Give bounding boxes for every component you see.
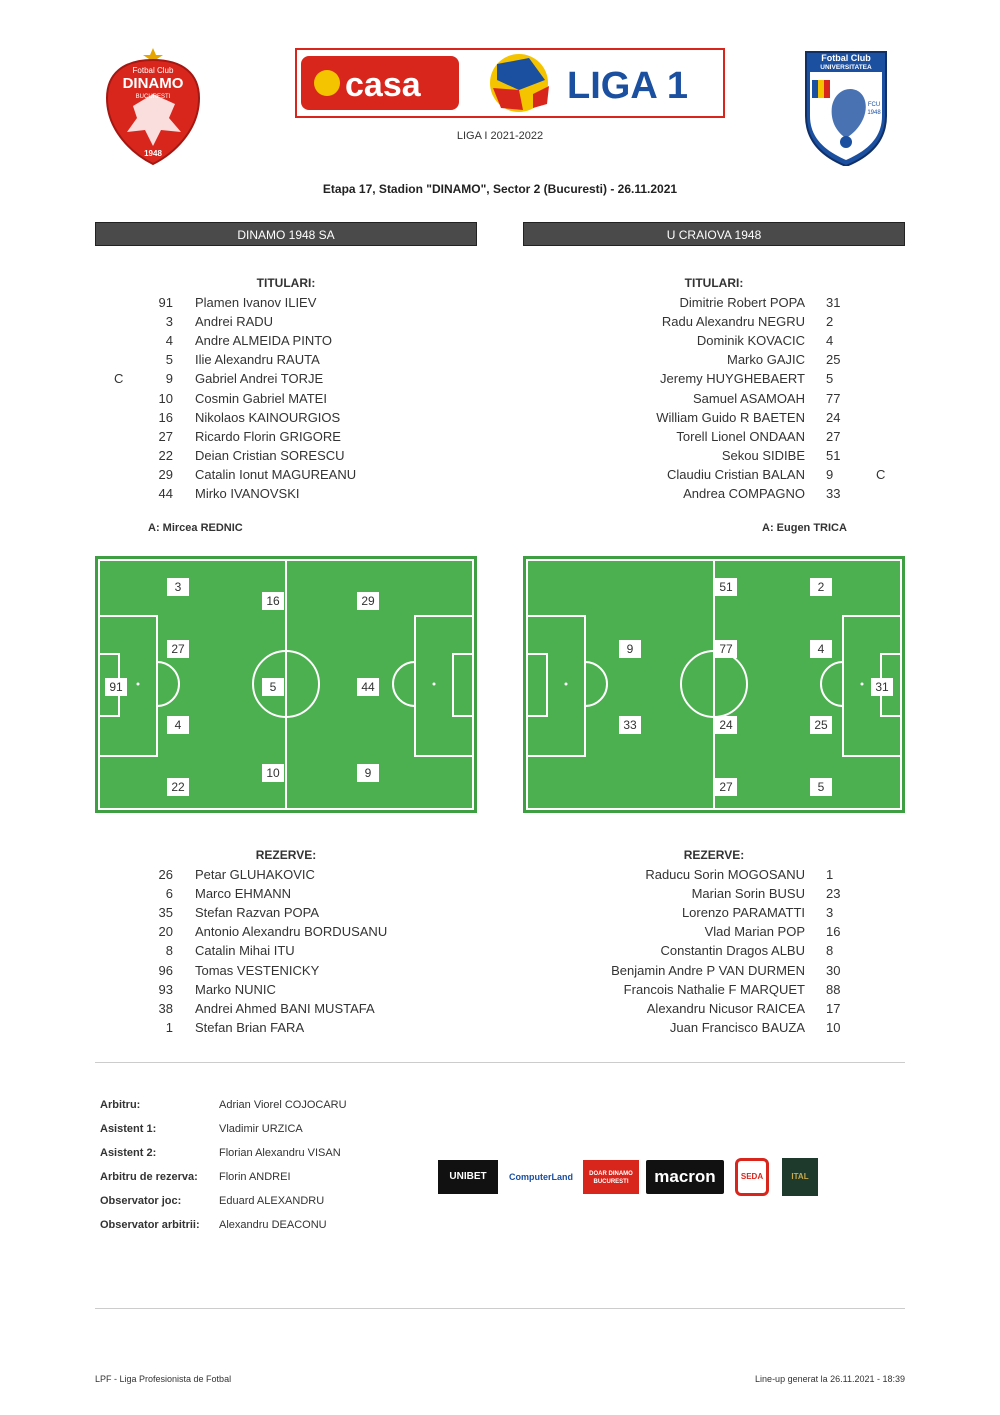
home-pitch-player: 4 [167,716,189,734]
player-number: 88 [826,981,841,997]
home-pitch-player: 22 [167,778,189,796]
divider-bottom [95,1308,905,1309]
player-number: 5 [165,352,173,368]
player-name: Gabriel Andrei TORJE [195,371,324,387]
player-number: 29 [158,466,173,482]
player-number: 26 [158,867,173,882]
home-pitch-player: 10 [262,764,284,782]
away-pitch-player: 9 [619,640,641,658]
player-name: Plamen Ivanov ILIEV [195,295,317,310]
away-subs-row [0,963,905,982]
svg-text:1948: 1948 [867,110,881,116]
player-name: Marko GAJIC [726,352,805,368]
away-starters-row [0,410,905,429]
doar-dinamo-logo: DOAR DINAMO BUCURESTI [583,1160,639,1194]
seda-logo: SEDA [735,1158,769,1196]
dinamo-crest-icon [103,46,203,166]
away-subs-row [0,982,905,1001]
svg-text:1948: 1948 [144,149,162,158]
unibet-logo: UNIBET [438,1160,498,1194]
svg-text:UNIVERSITATEA: UNIVERSITATEA [820,64,872,71]
player-name: Claudiu Cristian BALAN [666,466,805,482]
away-starters-title: TITULARI: [684,276,744,290]
official-label: Observator arbitrii: [100,1218,200,1231]
away-pitch-player: 4 [810,640,832,658]
official-name: Eduard ALEXANDRU [219,1194,325,1207]
divider-top [95,1062,905,1063]
away-subs-title: REZERVE: [683,848,745,862]
home-coach: A: Mircea REDNIC [148,522,243,534]
player-number: 1 [826,867,834,882]
player-number: 1 [165,1019,173,1035]
away-pitch-player: 27 [715,778,737,796]
official-label: Asistent 2: [100,1146,157,1159]
player-number: 9 [165,371,173,387]
player-number: 77 [826,390,841,406]
player-name: Marko NUNIC [195,981,276,997]
away-pitch-player: 24 [715,716,737,734]
player-name: Samuel ASAMOAH [693,390,805,406]
player-number: 6 [165,886,173,902]
away-coach: A: Eugen TRICA [762,522,847,534]
player-name: Marco EHMANN [195,886,292,902]
player-name: Juan Francisco BAUZA [669,1019,805,1035]
ital-logo: ITAL [782,1158,818,1196]
away-subs-row [0,905,905,924]
away-pitch-player: 51 [715,578,737,596]
svg-text:Fotbal Club: Fotbal Club [821,53,871,63]
player-number: 4 [165,333,173,349]
player-name: Alexandru Nicusor RAICEA [646,1000,805,1016]
player-name: Catalin Ionut MAGUREANU [195,466,357,482]
home-pitch-player: 9 [357,764,379,782]
player-number: 27 [158,428,173,444]
away-starters-row [0,295,905,314]
svg-text:DINAMO: DINAMO [122,75,184,92]
player-name: Andre ALMEIDA PINTO [195,333,333,349]
away-subs-row [0,886,905,905]
away-pitch-player: 33 [619,716,641,734]
official-label: Arbitru: [100,1099,141,1111]
player-number: 4 [826,333,834,349]
player-name: Cosmin Gabriel MATEI [195,390,327,406]
player-name: Torell Lionel ONDAAN [676,428,805,444]
player-number: 35 [158,905,173,921]
home-pitch-player: 27 [167,640,189,658]
player-number: 10 [826,1019,841,1035]
away-starters-row [0,371,905,390]
player-name: Constantin Dragos ALBU [660,943,805,959]
player-number: 93 [158,981,173,997]
player-number: 96 [158,962,173,978]
official-name: Alexandru DEACONU [219,1218,327,1231]
away-starters-row [0,486,905,505]
player-name: Stefan Brian FARA [195,1019,305,1035]
player-name: Benjamin Andre P VAN DURMEN [611,962,805,978]
away-pitch [523,556,905,813]
player-number: 38 [158,1000,173,1016]
macron-logo: macron [646,1160,724,1194]
svg-text:FCU: FCU [867,102,881,108]
away-subs-row [0,1001,905,1020]
home-pitch-lines [98,559,474,810]
player-number: 2 [826,314,834,330]
player-number: 9 [826,466,834,482]
player-number: 16 [158,409,173,425]
player-name: Francois Nathalie F MARQUET [623,981,805,997]
player-name: Sekou SIDIBE [721,447,805,463]
home-subs-title: REZERVE: [255,848,317,862]
official-name: Vladimir URZICA [219,1122,303,1135]
away-pitch-player: 31 [871,678,893,696]
season-label: LIGA I 2021-2022 [456,130,544,142]
computerland-logo: ComputerLand [509,1172,573,1182]
home-pitch-player: 16 [262,592,284,610]
player-name: Deian Cristian SORESCU [195,447,345,463]
player-number: 30 [826,962,841,978]
away-pitch-lines [526,559,902,810]
player-name: Andrea COMPAGNO [683,486,805,501]
home-pitch-player: 3 [167,578,189,596]
player-number: 25 [826,352,841,368]
away-starters-row [0,391,905,410]
away-starters-row [0,429,905,448]
player-number: 8 [165,943,173,959]
player-name: Lorenzo PARAMATTI [681,905,805,921]
player-number: 31 [826,295,841,310]
player-name: Nikolaos KAINOURGIOS [195,409,341,425]
official-name: Adrian Viorel COJOCARU [219,1099,347,1111]
captain-badge: C [876,466,886,482]
player-number: 33 [826,486,841,501]
away-subs-row [0,943,905,962]
player-name: William Guido R BAETEN [656,409,805,425]
away-starters-row [0,352,905,371]
player-name: Catalin Mihai ITU [195,943,295,959]
player-number: 3 [165,314,173,330]
casa-icon [314,70,340,96]
player-number: 24 [826,409,841,425]
player-name: Mirko IVANOVSKI [195,486,300,501]
player-name: Radu Alexandru NEGRU [661,314,805,330]
away-starters-row [0,467,905,486]
liga1-wordmark: LIGA 1 [567,65,689,107]
player-name: Raducu Sorin MOGOSANU [645,867,805,882]
official-label: Observator joc: [100,1194,182,1207]
svg-text:BUCURESTI: BUCURESTI [135,94,171,100]
away-starters-row [0,314,905,333]
player-number: 91 [158,295,173,310]
official-name: Florin ANDREI [219,1170,291,1183]
player-number: 8 [826,943,834,959]
player-name: Vlad Marian POP [704,924,805,940]
player-number: 44 [158,486,173,501]
home-team-bar: DINAMO 1948 SA [95,222,477,246]
casa-wordmark: casa [345,66,421,104]
player-name: Andrei Ahmed BANI MUSTAFA [195,1000,375,1016]
match-info: Etapa 17, Stadion "DINAMO", Sector 2 (Bucuresti) - 26.11.2021 [322,182,678,196]
away-starters-row [0,448,905,467]
player-number: 51 [826,447,841,463]
svg-text:Fotbal Club: Fotbal Club [132,66,174,75]
player-number: 10 [158,390,173,406]
player-name: Ricardo Florin GRIGORE [195,428,341,444]
home-pitch-player: 29 [357,592,379,610]
player-number: 16 [826,924,841,940]
home-pitch [95,556,477,813]
official-label: Asistent 1: [100,1122,157,1135]
home-pitch-player: 44 [357,678,379,696]
player-number: 23 [826,886,841,902]
away-pitch-player: 25 [810,716,832,734]
footer-left: LPF - Liga Profesionista de Fotbal [95,1374,232,1384]
official-name: Florian Alexandru VISAN [219,1146,341,1159]
dinamo-logo [103,46,203,166]
player-number: 20 [158,924,173,940]
player-name: Petar GLUHAKOVIC [195,867,315,882]
captain-badge: C [114,371,124,387]
away-pitch-player: 77 [715,640,737,658]
league-banner [295,48,725,118]
player-name: Andrei RADU [195,314,274,330]
footer-right: Line-up generat la 26.11.2021 - 18:39 [755,1374,905,1384]
home-pitch-player: 91 [105,678,127,696]
official-label: Arbitru de rezerva: [100,1170,198,1183]
away-pitch-player: 5 [810,778,832,796]
away-starters-row [0,333,905,352]
player-number: 5 [826,371,834,387]
player-name: Marian Sorin BUSU [691,886,805,902]
away-subs-row [0,924,905,943]
home-starters-title: TITULARI: [256,276,316,290]
player-name: Ilie Alexandru RAUTA [195,352,320,368]
player-name: Antonio Alexandru BORDUSANU [195,924,388,940]
player-number: 3 [826,905,834,921]
player-name: Stefan Razvan POPA [195,905,320,921]
player-name: Tomas VESTENICKY [195,962,320,978]
player-number: 17 [826,1000,841,1016]
player-name: Dominik KOVACIC [696,333,805,349]
craiova-logo [796,46,896,166]
home-pitch-player: 5 [262,678,284,696]
away-team-bar: U CRAIOVA 1948 [523,222,905,246]
player-name: Dimitrie Robert POPA [679,295,805,310]
player-number: 27 [826,428,841,444]
player-name: Jeremy HUYGHEBAERT [660,371,805,387]
player-number: 22 [158,447,173,463]
craiova-crest-icon [796,46,896,166]
away-pitch-player: 2 [810,578,832,596]
away-subs-row [0,1020,905,1039]
away-subs-row [0,867,905,886]
